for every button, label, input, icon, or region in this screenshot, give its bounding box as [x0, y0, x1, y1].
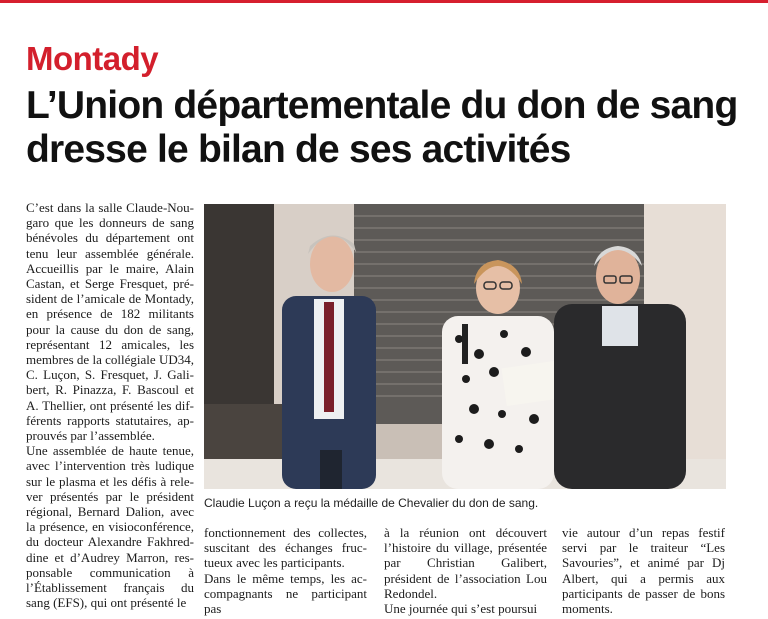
article-headline: L’Union départementale du don de sang dresse le bilan de ses activités [26, 84, 738, 171]
body-paragraph: vie autour d’un repas festif servi par le traiteur “Les Savouries”, et animé par Dj Albert, qui a permis aux participants de passer de bons moments. [562, 525, 725, 617]
photo-illustration [204, 204, 726, 489]
body-column-4 [562, 525, 725, 616]
body-paragraph: fonctionnement des collectes, suscitant des échanges fructueux avec les participants. [204, 525, 367, 571]
article-photo [204, 204, 726, 489]
body-paragraph: Une assemblée de haute tenue, avec l’intervention très ludique sur le plasma et les défis à relever présentés par le président régional, Bernard Dalion, avec la présence, en visioconférence, du docteur Alexandre Fakhreddine et d’Audrey Marron, responsable communication à l’Établissement français du sang (EFS), qui ont présenté le [26, 443, 194, 611]
photo-caption: Claudie Luçon a reçu la médaille de Chevalier du don de sang. [204, 496, 539, 510]
body-column-3 [384, 525, 547, 616]
body-column-2 [204, 525, 367, 616]
body-paragraph: C’est dans la salle Claude-Nougaro que les donneurs de sang bénévoles du département ont tenu leur assemblée générale. Accueillis par le maire, Alain Castan, et Serge Fresquet, président de l’amicale de Montady, en présence de 182 militants pour la cause du don de sang, représentant 12 amicales, les membres de la collégiale UD34, C. Luçon, S. Fresquet, J. Galibert, R. Pinazza, F. Bascoul et A. Thellier, ont présenté les différents rapports statutaires, approuvés par l’assemblée. [26, 200, 194, 444]
body-paragraph: Une journée qui s’est poursui [384, 601, 538, 617]
top-rule [0, 0, 768, 3]
body-paragraph: Dans le même temps, les accompagnants ne participant pas [204, 570, 367, 617]
body-column-1 [26, 200, 194, 610]
section-kicker: Montady [26, 40, 159, 77]
body-paragraph: à la réunion ont découvert l’histoire du village, présentée par Christian Galibert, président de l’association Lou Redondel. [384, 525, 547, 601]
